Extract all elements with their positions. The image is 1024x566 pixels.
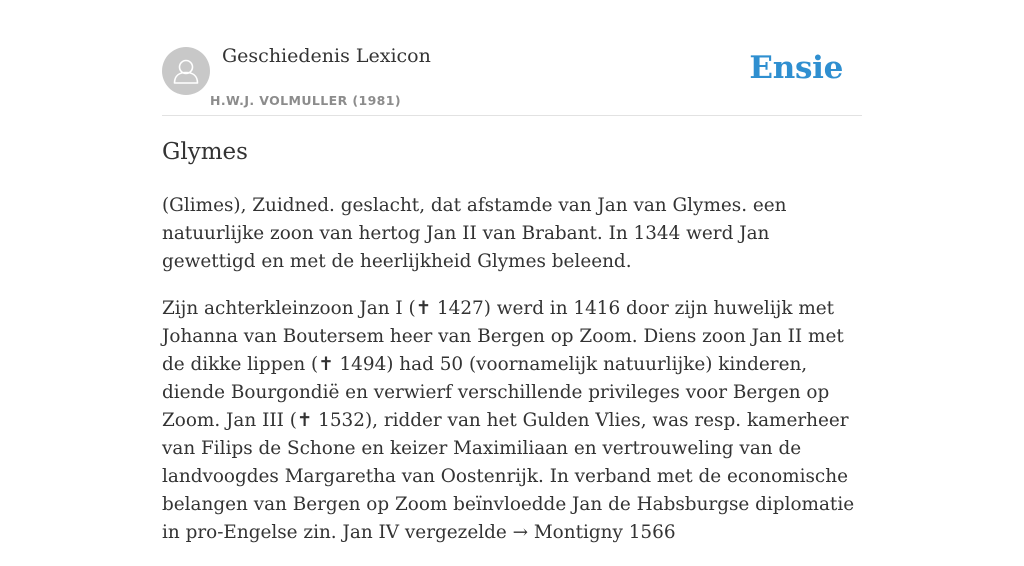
avatar-glyph bbox=[162, 47, 210, 95]
source-author: H.W.J. VOLMULLER (1981) bbox=[210, 93, 401, 108]
entry-paragraph: Zijn achterkleinzoon Jan I (✝ 1427) werd in 1416 door zijn huwelijk met Johanna van Boutersem heer van Bergen op Zoom. Diens zoon Jan II met de dikke lippen (✝ 1494) had 50 (voornamelijk natuurlijke) kinderen, diende Bourgondië en verwierf verschillende privileges voor Bergen op Zoom. Jan III (✝ 1532), ridder van het Gulden Vlies, was resp. kamerheer van Filips de Schone en keizer Maximiliaan en vertrouweling van de landvoogdes Margaretha van Oostenrijk. In verband met de economische belangen van Bergen op Zoom beïnvloedde Jan de Habsburgse diplomatie in pro-Engelse zin. Jan IV vergezelde → Montigny 1566 bbox=[162, 298, 855, 543]
brand-logo[interactable]: Ensie bbox=[749, 50, 843, 86]
entry-title: Glymes bbox=[162, 139, 248, 165]
entry-paragraph: (Glimes), Zuidned. geslacht, dat afstamde van Jan van Glymes. een natuurlijke zoon van hertog Jan II van Brabant. In 1344 werd Jan gewettigd en met de heerlijkheid Glymes beleend. bbox=[162, 195, 787, 272]
entry-body bbox=[162, 192, 862, 566]
user-icon[interactable] bbox=[162, 47, 210, 95]
source-header bbox=[162, 0, 862, 116]
content-container bbox=[162, 0, 862, 543]
source-title-link[interactable]: Geschiedenis Lexicon bbox=[222, 45, 431, 67]
